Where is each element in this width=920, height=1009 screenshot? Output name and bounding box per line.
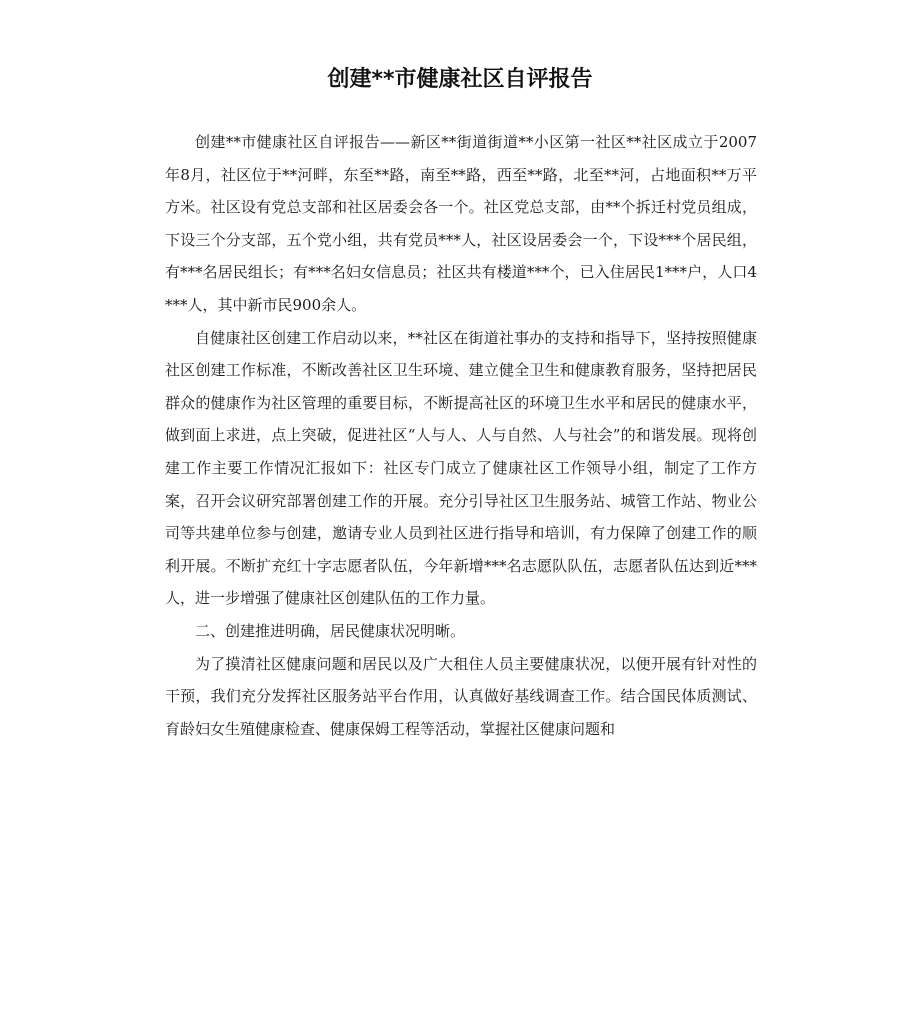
- paragraph-baseline-survey: 为了摸清社区健康问题和居民以及广大租住人员主要健康状况，以便开展有针对性的干预，我们充分发挥社区服务站平台作用，认真做好基线调查工作。结合国民体质测试、育龄妇女生殖健康检查、健康保姆工程等活动，掌握社区健康问题和: [165, 654, 757, 738]
- section-heading-2: 二、创建推进明确，居民健康状况明晰。: [195, 621, 466, 640]
- document-body: [165, 126, 757, 745]
- document-title: 创建**市健康社区自评报告: [327, 67, 593, 92]
- paragraph-intro: 创建**市健康社区自评报告——新区**街道街道**小区第一社区**社区成立于2007年8月，社区位于**河畔，东至**路，南至**路，西至**路，北至**河，占地面积**万平方米。社区设有党总支部和社区居委会各一个。社区党总支部，由**个拆迁村党员组成，下设三个分支部，五个党小组，共有党员***人，社区设居委会一个，下设***个居民组，有***名居民组长；有***名妇女信息员；社区共有楼道***个，已入住居民1***户，人口4***人，其中新市民900余人。: [165, 133, 757, 314]
- paragraph-work-summary: 自健康社区创建工作启动以来，**社区在街道社事办的支持和指导下，坚持按照健康社区创建工作标准，不断改善社区卫生环境、建立健全卫生和健康教育服务，坚持把居民群众的健康作为社区管理的重要目标，不断提高社区的环境卫生水平和居民的健康水平，做到面上求进，点上突破，促进社区“人与人、人与自然、人与社会”的和谐发展。现将创建工作主要工作情况汇报如下：社区专门成立了健康社区工作领导小组，制定了工作方案，召开会议研究部署创建工作的开展。充分引导社区卫生服务站、城管工作站、物业公司等共建单位参与创建，邀请专业人员到社区进行指导和培训，有力保障了创建工作的顺利开展。不断扩充红十字志愿者队伍，今年新增***名志愿队队伍，志愿者队伍达到近***人，进一步增强了健康社区创建队伍的工作力量。: [165, 328, 757, 608]
